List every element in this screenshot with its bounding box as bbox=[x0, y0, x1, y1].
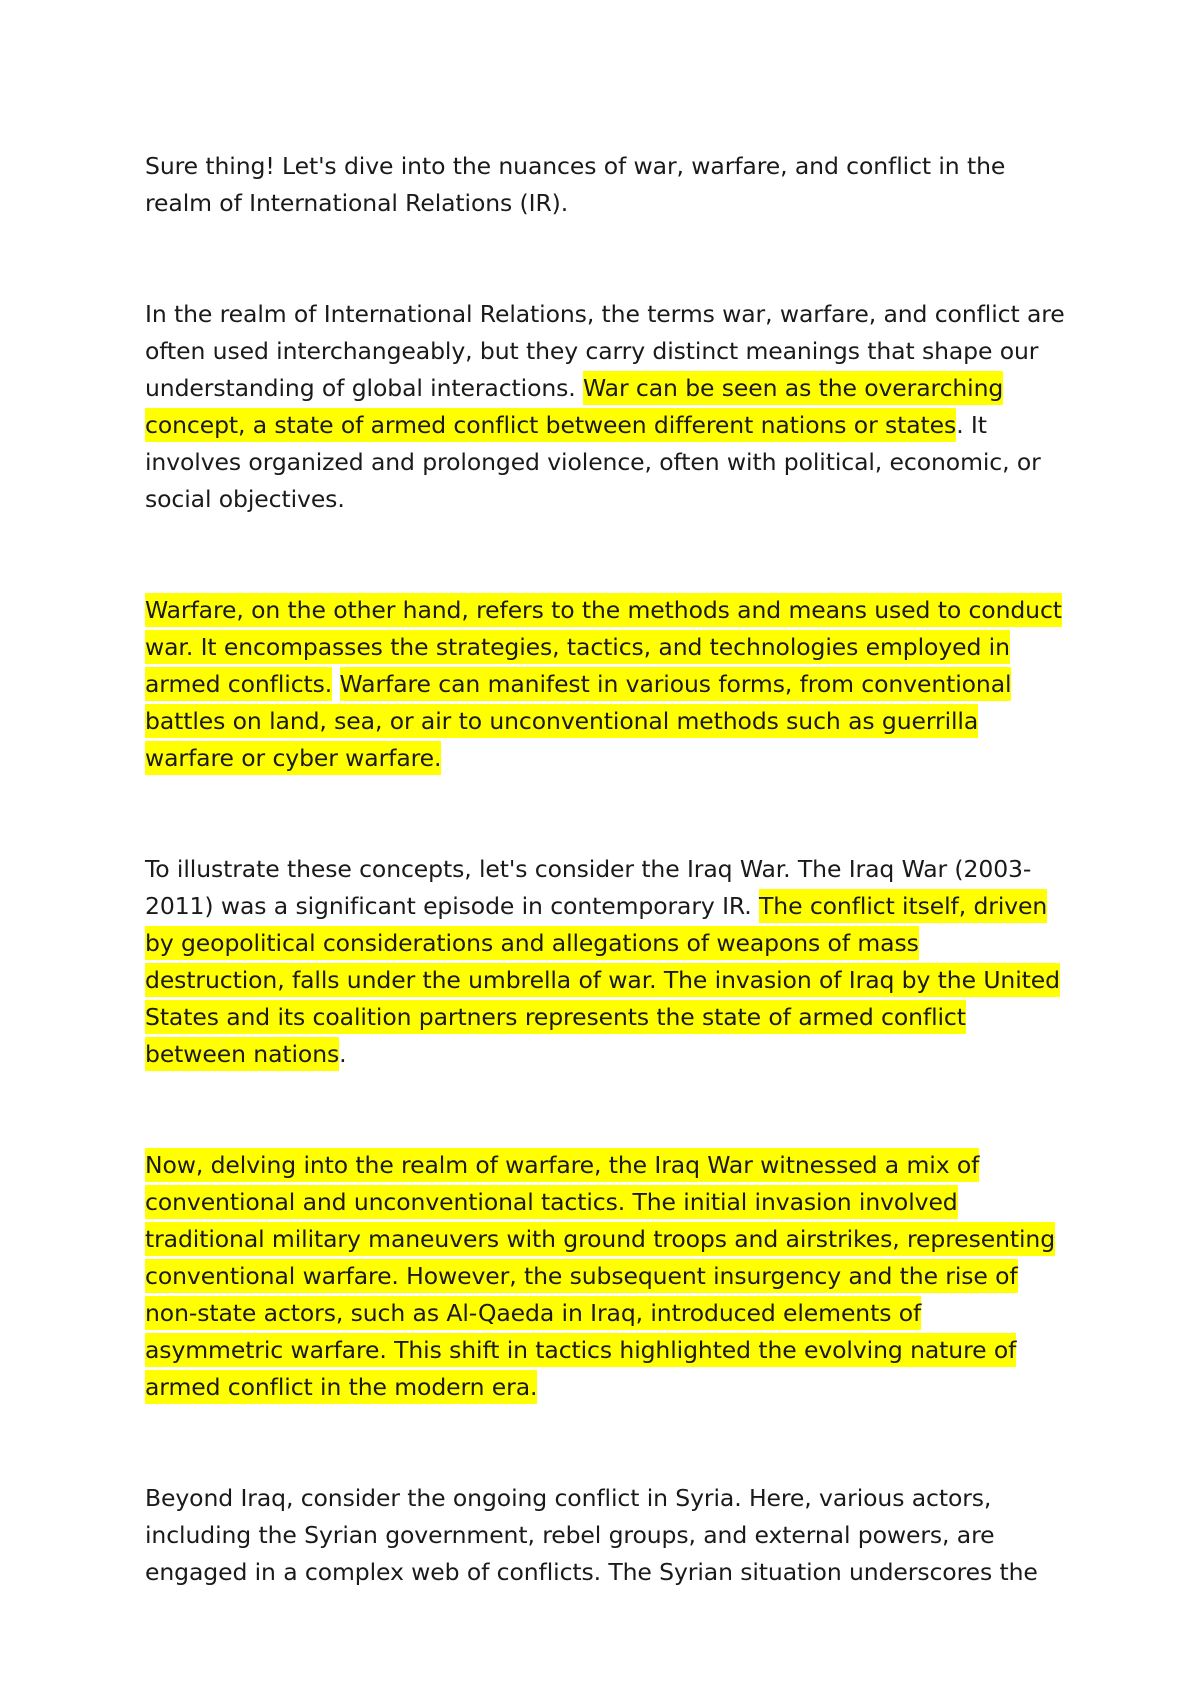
text-segment: . It involves organized and prolonged violence, often with political, economic, or social objectives. bbox=[145, 411, 1041, 513]
text-segment: Beyond Iraq, consider the ongoing conflict in Syria. Here, various actors, including the Syrian government, rebel groups, and external powers, are engaged in a complex web of conflicts. The Syrian situation underscores the bbox=[145, 1484, 1038, 1586]
paragraph-intro bbox=[145, 148, 1065, 222]
text-segment bbox=[332, 670, 339, 698]
text-segment: To illustrate these concepts, let's consider the Iraq War. The Iraq War (2003-2011) was a significant episode in contemporary IR. bbox=[145, 855, 1032, 920]
text-segment: . bbox=[339, 1040, 347, 1068]
paragraph-iraq-war bbox=[145, 851, 1065, 1073]
text-segment: In the realm of International Relations, the terms war, warfare, and conflict are often used interchangeably, but they carry distinct meanings that shape our understanding of global interactions. bbox=[145, 300, 1065, 402]
highlighted-text: The conflict itself, driven by geopolitical considerations and allegations of weapons of mass destruction, falls under the umbrella of war. The invasion of Iraq by the United States and its coalition partners represents the state of armed conflict between nations bbox=[145, 889, 1060, 1071]
highlighted-text: Now, delving into the realm of warfare, the Iraq War witnessed a mix of conventional and unconventional tactics. The initial invasion involved traditional military maneuvers with ground troops and airstrikes, representing conventional warfare. However, the subsequent insurgency and the rise of non-state actors, such as Al-Qaeda in Iraq, introduced elements of asymmetric warfare. This shift in tactics highlighted the evolving nature of armed conflict in the modern era. bbox=[145, 1148, 1055, 1404]
text-segment: Sure thing! Let's dive into the nuances of war, warfare, and conflict in the realm of International Relations (IR). bbox=[145, 152, 1006, 217]
paragraph-iraq-warfare bbox=[145, 1147, 1065, 1406]
paragraph-definitions bbox=[145, 296, 1065, 518]
highlighted-text: Warfare can manifest in various forms, from conventional battles on land, sea, or air to unconventional methods such as guerrilla warfare or cyber warfare. bbox=[145, 667, 1011, 775]
paragraph-warfare bbox=[145, 592, 1065, 777]
paragraph-syria bbox=[145, 1480, 1065, 1591]
document-body bbox=[145, 148, 1065, 1591]
highlighted-text: War can be seen as the overarching concept, a state of armed conflict between different nations or states bbox=[145, 371, 1003, 442]
highlighted-text: Warfare, on the other hand, refers to the methods and means used to conduct war. It encompasses the strategies, tactics, and technologies employed in armed conflicts. bbox=[145, 593, 1062, 701]
